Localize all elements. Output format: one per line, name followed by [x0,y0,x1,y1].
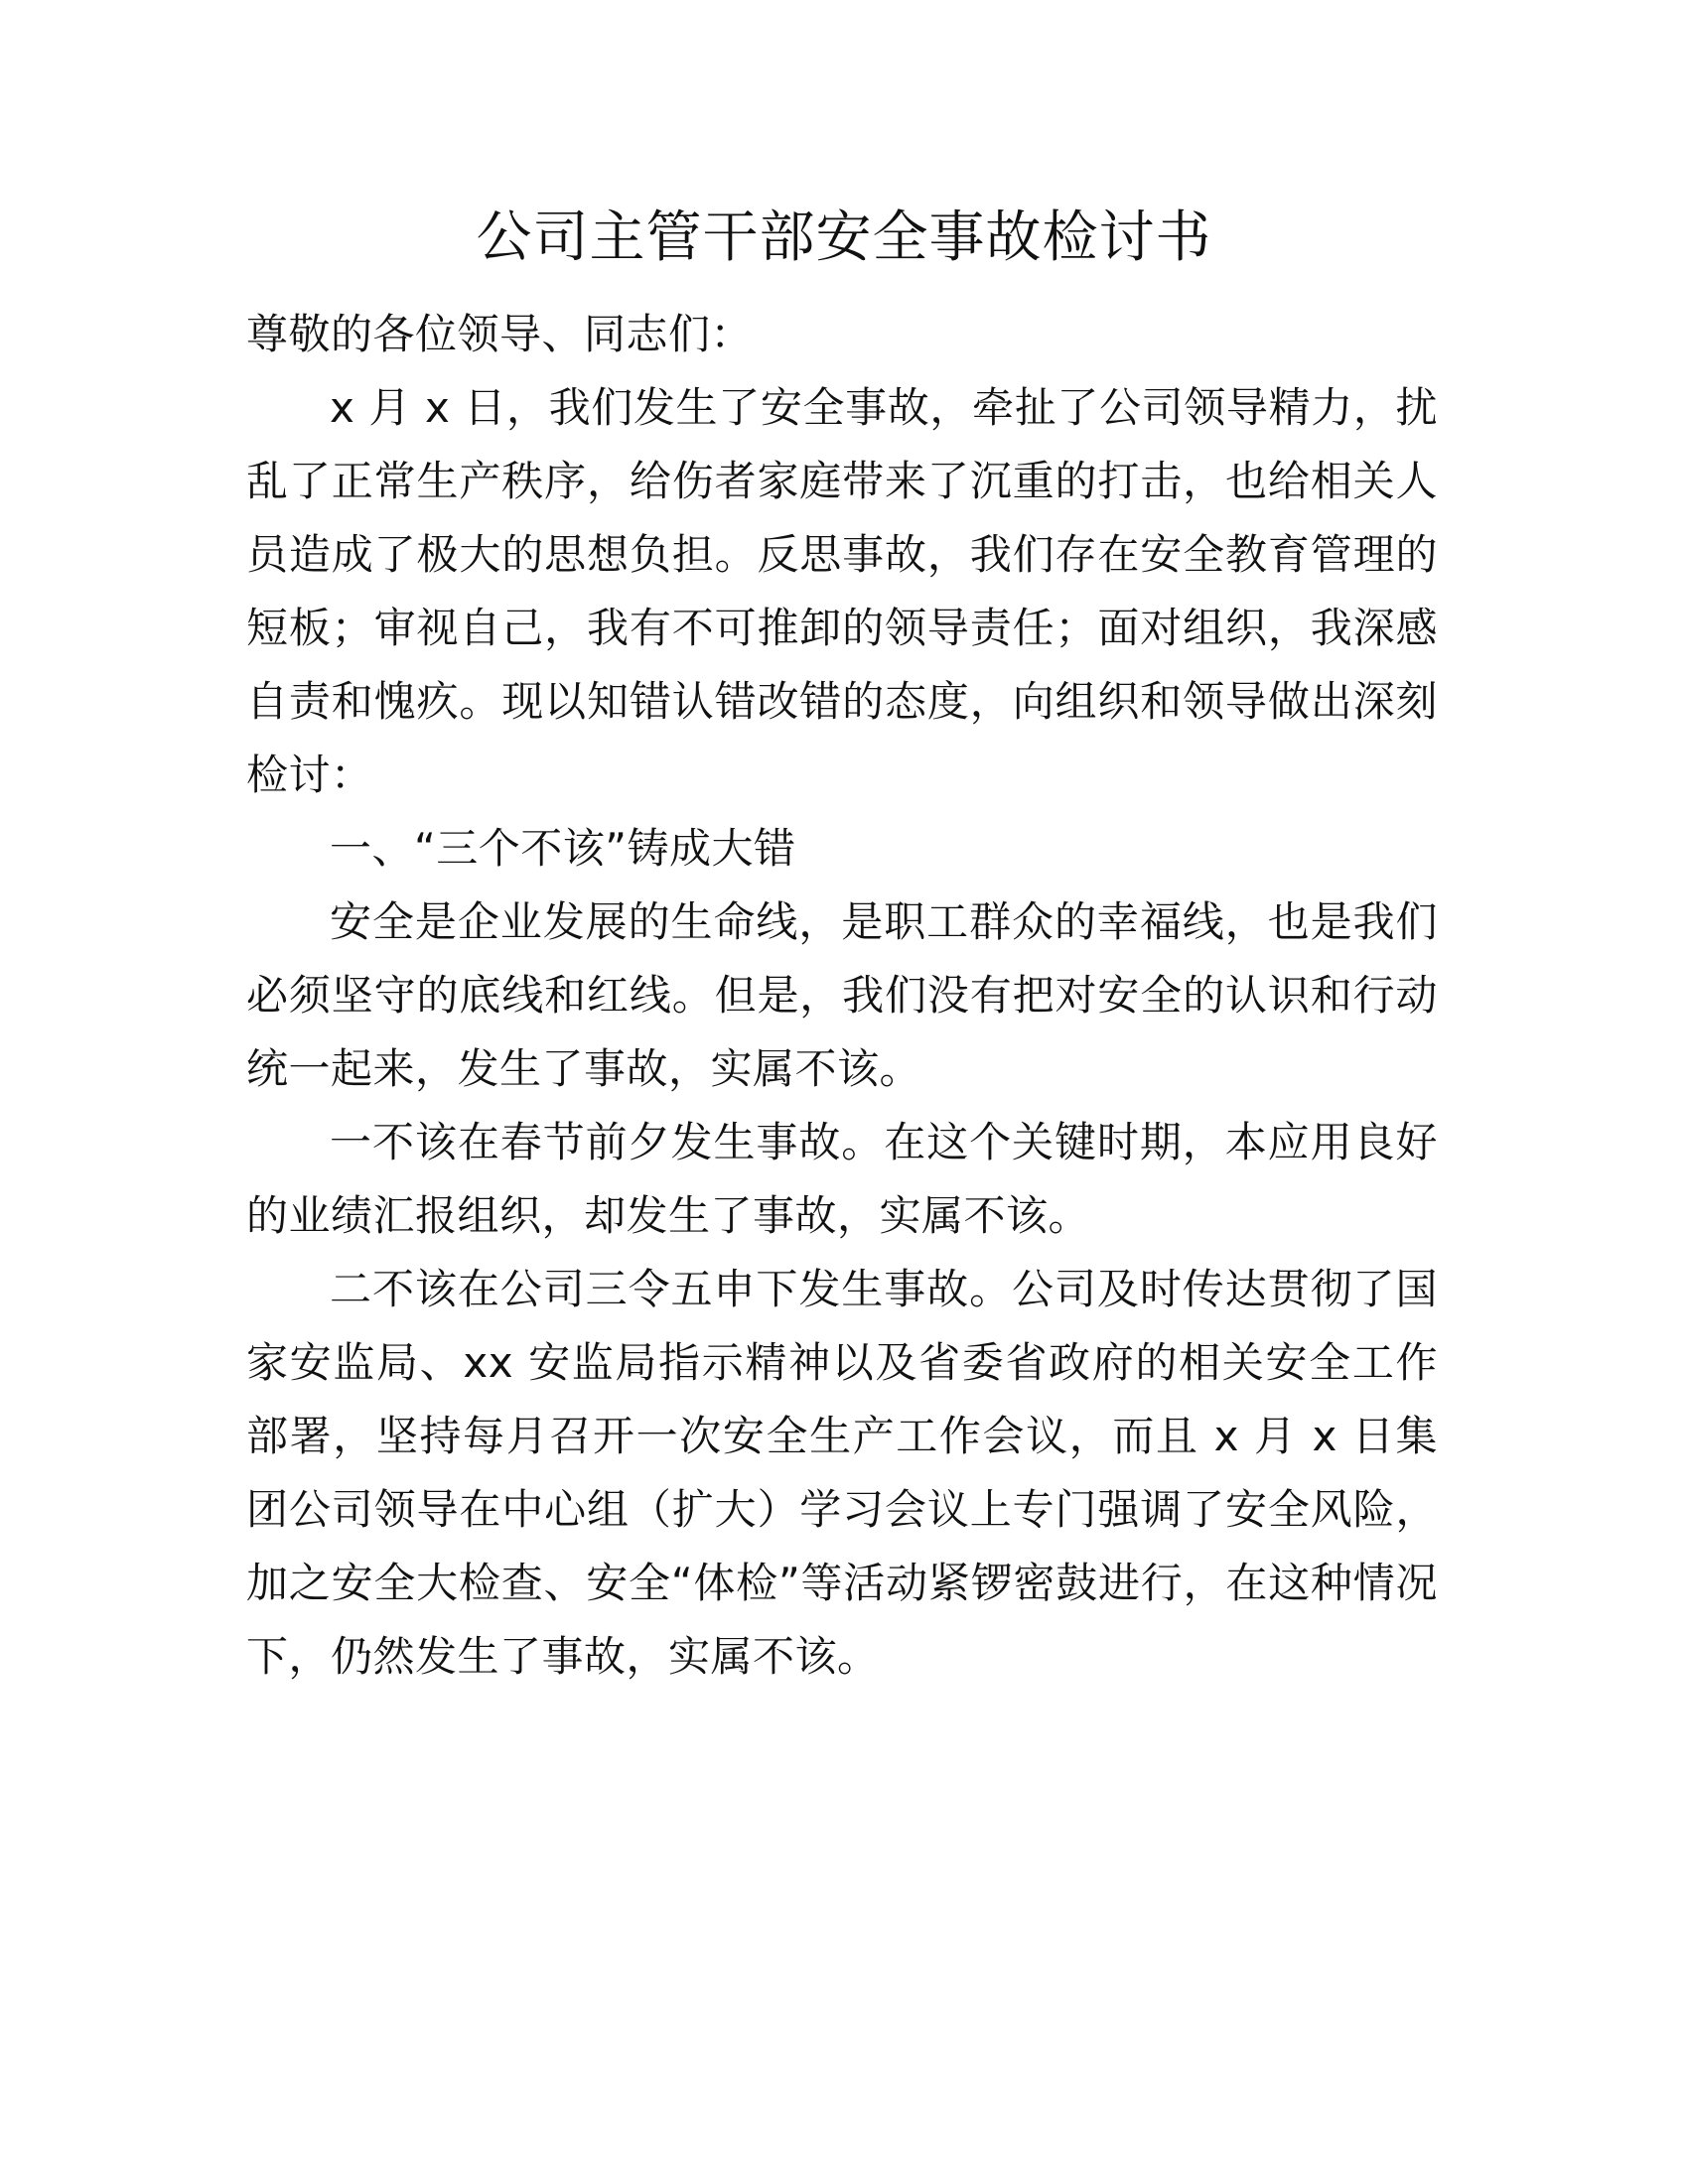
document-title: 公司主管干部安全事故检讨书 [476,205,1212,270]
paragraph-second-should-not: 二不该在公司三令五申下发生事故。公司及时传达贯彻了国家安监局、xx 安监局指示精神以及省委省政府的相关安全工作部署，坚持每月召开一次安全生产工作会议，而且 x 月 x 日集团公司领导在中心组（扩大）学习会议上专门强调了安全风险，加之安全大检查、安全“体检”等活动紧锣密鼓进行，在这种情况下，仍然发生了事故，实属不该。 [246,1265,1438,1681]
paragraph-safety: 安全是企业发展的生命线，是职工群众的幸福线，也是我们必须坚守的底线和红线。但是，我们没有把对安全的认识和行动统一起来，发生了事故，实属不该。 [246,897,1438,1093]
paragraph-first-should-not: 一不该在春节前夕发生事故。在这个关键时期，本应用良好的业绩汇报组织，却发生了事故，实属不该。 [246,1118,1438,1240]
section-heading-1: 一、“三个不该”铸成大错 [330,824,796,873]
document-body [246,298,1438,1694]
paragraph-intro: x 月 x 日，我们发生了安全事故，牵扯了公司领导精力，扰乱了正常生产秩序，给伤者家庭带来了沉重的打击，也给相关人员造成了极大的思想负担。反思事故，我们存在安全教育管理的短板；审视自己，我有不可推卸的领导责任；面对组织，我深感自责和愧疚。现以知错认错改错的态度，向组织和领导做出深刻检讨： [246,383,1438,799]
greeting: 尊敬的各位领导、同志们： [246,310,754,358]
